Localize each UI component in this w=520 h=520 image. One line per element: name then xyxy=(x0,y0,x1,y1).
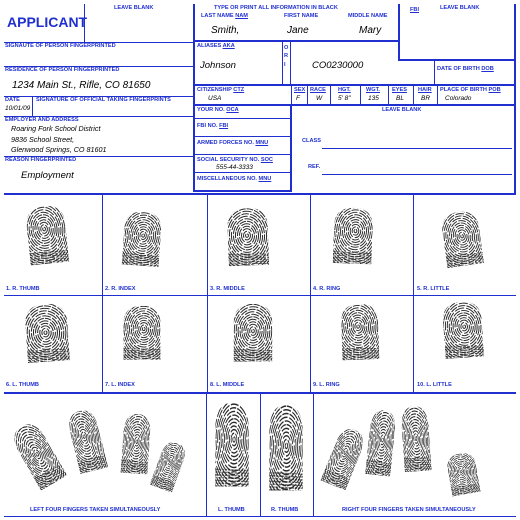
ref-label: REF. xyxy=(308,164,321,170)
aliases-label-text: ALIASES xyxy=(197,43,222,49)
alias-value: Johnson xyxy=(200,60,236,71)
fbi-no-code: FBI xyxy=(219,123,229,129)
form-rule xyxy=(291,84,292,104)
fingerprint-impression xyxy=(21,202,73,268)
ssn-label-text: SOCIAL SECURITY NO. xyxy=(197,157,260,163)
citizenship-value: USA xyxy=(208,95,222,102)
form-rule xyxy=(307,84,308,104)
last-name-label xyxy=(201,14,248,20)
fingerprint-impression xyxy=(20,300,74,365)
residence-value: 1234 Main St., Rifle, CO 81650 xyxy=(12,80,151,91)
ssn-code: SOC xyxy=(260,157,273,163)
armed-forces-code: MNU xyxy=(255,140,269,146)
ori-value: CO0230000 xyxy=(312,60,364,71)
form-rule xyxy=(195,118,291,119)
last-name-value: Smith, xyxy=(211,25,240,36)
signature-person-label: SIGNAUTE OF PERSON FINGERPRINTED xyxy=(5,43,116,49)
form-rule xyxy=(434,60,435,84)
aliases-code: AKA xyxy=(222,43,235,49)
eyes-label: EYES xyxy=(392,87,407,93)
form-rule xyxy=(195,104,516,106)
armed-forces-label xyxy=(197,141,268,147)
date-label: DATE xyxy=(5,97,20,103)
misc-label xyxy=(197,177,271,183)
dob-code: DOB xyxy=(481,66,494,72)
fingerprint-impression xyxy=(438,298,488,361)
employer-line: Roaring Fork School District xyxy=(11,124,101,133)
finger-label: 6. L. THUMB xyxy=(6,382,39,388)
pob-value: Colorado xyxy=(445,95,472,102)
finger-label: 4. R. RING xyxy=(313,286,341,292)
employer-label: EMPLOYER AND ADDRESS xyxy=(5,117,79,123)
form-rule xyxy=(282,42,283,84)
fingerprint-impression xyxy=(230,302,276,364)
form-rule xyxy=(195,136,291,137)
form-rule xyxy=(4,193,516,195)
finger-label: 7. L. INDEX xyxy=(105,382,135,388)
race-label: RACE xyxy=(310,87,326,93)
aliases-label xyxy=(197,44,235,50)
fingerprint-impression xyxy=(118,209,166,270)
fingerprint-impression xyxy=(147,437,191,495)
form-rule xyxy=(193,4,195,192)
last-name-label-text: LAST NAME xyxy=(201,13,234,19)
wgt-label: WGT. xyxy=(366,87,380,93)
reason-value: Employment xyxy=(21,170,74,181)
fingerprint-impression xyxy=(223,205,273,269)
form-rule xyxy=(195,190,292,192)
your-no-label-text: YOUR NO. xyxy=(197,107,225,113)
form-rule xyxy=(437,84,438,104)
fingerprint-impression xyxy=(317,422,371,493)
form-rule xyxy=(413,84,414,104)
fingerprint-impression xyxy=(120,304,164,362)
form-rule xyxy=(322,174,512,175)
wgt-value: 135 xyxy=(368,95,379,102)
dob-label-text: DATE OF BIRTH xyxy=(437,66,480,72)
class-label: CLASS xyxy=(302,138,321,144)
finger-label: RIGHT FOUR FINGERS TAKEN SIMULTANEOUSLY xyxy=(342,507,476,513)
form-rule xyxy=(195,84,516,86)
form-rule xyxy=(4,516,516,517)
form-rule xyxy=(322,148,512,149)
sex-value: F xyxy=(296,95,300,102)
form-rule xyxy=(260,393,261,517)
form-rule xyxy=(388,84,389,104)
form-rule xyxy=(195,40,400,42)
first-name-value: Jane xyxy=(287,25,309,36)
fingerprint-impression xyxy=(329,205,377,267)
leave-blank-label: LEAVE BLANK xyxy=(382,107,422,113)
ori-label: ORI xyxy=(284,45,289,68)
form-rule xyxy=(360,84,361,104)
form-rule xyxy=(290,42,291,84)
race-value: W xyxy=(316,95,323,102)
date-value: 10/01/09 xyxy=(5,105,31,112)
fingerprint-impression xyxy=(118,411,154,477)
form-title: APPLICANT xyxy=(7,14,88,30)
pob-code: POB xyxy=(488,87,501,93)
signature-official-label: SIGNATURE OF OFFICIAL TAKING FINGERPRINTS xyxy=(36,97,171,103)
residence-label: RESIDENCE OF PERSON FINGERPRINTED xyxy=(5,67,120,73)
fbi-label: FBI xyxy=(410,7,420,13)
misc-label-text: MISCELLANEOUS NO. xyxy=(197,176,257,182)
hgt-value: 5' 8" xyxy=(338,95,351,102)
fingerprint-impression xyxy=(266,402,306,494)
finger-label: 8. L. MIDDLE xyxy=(210,382,245,388)
dob-label xyxy=(437,67,494,73)
middle-name-label: MIDDLE NAME xyxy=(348,13,388,19)
middle-name-value: Mary xyxy=(359,25,382,36)
form-rule xyxy=(514,4,516,194)
finger-label: 3. R. MIDDLE xyxy=(210,286,245,292)
fingerprint-impression xyxy=(212,400,252,490)
form-rule xyxy=(102,195,103,392)
pob-label xyxy=(440,88,501,94)
hair-value: BR xyxy=(421,95,431,102)
fbi-no-label xyxy=(197,124,228,130)
finger-label: 5. R. LITTLE xyxy=(417,286,450,292)
your-no-label xyxy=(197,108,239,114)
ssn-label xyxy=(197,158,273,164)
fingerprint-impression xyxy=(362,407,399,480)
fbi-no-label-text: FBI NO. xyxy=(197,123,218,129)
form-rule xyxy=(206,393,207,517)
leave-blank-label: LEAVE BLANK xyxy=(440,5,480,11)
citizenship-code: CTZ xyxy=(233,87,245,93)
form-rule xyxy=(330,84,331,104)
citizenship-label xyxy=(197,88,244,94)
leave-blank-label: LEAVE BLANK xyxy=(114,5,154,11)
hgt-label: HGT. xyxy=(338,87,351,93)
fingerprint-impression xyxy=(398,403,435,475)
form-rule xyxy=(398,40,400,60)
form-rule xyxy=(207,195,208,392)
finger-label: R. THUMB xyxy=(271,507,299,513)
misc-code: MNU xyxy=(258,176,272,182)
pob-label-text: PLACE OF BIRTH xyxy=(440,87,487,93)
form-rule xyxy=(4,295,516,296)
form-rule xyxy=(398,59,516,61)
your-no-code: OCA xyxy=(226,107,239,113)
armed-forces-label-text: ARMED FORCES NO. xyxy=(197,140,254,146)
finger-label: LEFT FOUR FINGERS TAKEN SIMULTANEOUSLY xyxy=(30,507,161,513)
fingerprint-impression xyxy=(5,416,71,495)
form-rule xyxy=(313,393,314,517)
finger-label: 1. R. THUMB xyxy=(6,286,40,292)
type-print-label: TYPE OR PRINT ALL INFORMATION IN BLACK xyxy=(214,5,338,11)
form-rule xyxy=(310,195,311,392)
form-rule xyxy=(413,195,414,392)
first-name-label: FIRST NAME xyxy=(284,13,319,19)
finger-label: 9. L. RING xyxy=(313,382,340,388)
reason-label: REASON FINGERPRINTED xyxy=(5,157,77,163)
eyes-value: BL xyxy=(396,95,404,102)
fingerprint-impression xyxy=(337,301,383,362)
form-rule xyxy=(195,172,291,173)
fingerprint-impression xyxy=(442,449,483,498)
ssn-value: 555-44-3333 xyxy=(216,164,253,171)
finger-label: 2. R. INDEX xyxy=(105,286,136,292)
fingerprint-impression xyxy=(436,207,488,271)
last-name-code: NAM xyxy=(235,13,248,19)
form-rule xyxy=(398,4,400,42)
fingerprint-impression xyxy=(63,405,112,477)
form-rule xyxy=(32,96,33,116)
employer-line: Glenwood Springs, CO 81601 xyxy=(11,145,107,154)
finger-label: L. THUMB xyxy=(218,507,245,513)
hair-label: HAIR xyxy=(418,87,432,93)
employer-line: 9836 School Street, xyxy=(11,135,75,144)
sex-label: SEX xyxy=(294,87,306,93)
citizenship-label-text: CITIZENSHIP xyxy=(197,87,232,93)
form-rule xyxy=(195,154,291,155)
finger-label: 10. L. LITTLE xyxy=(417,382,452,388)
form-rule xyxy=(290,104,292,190)
